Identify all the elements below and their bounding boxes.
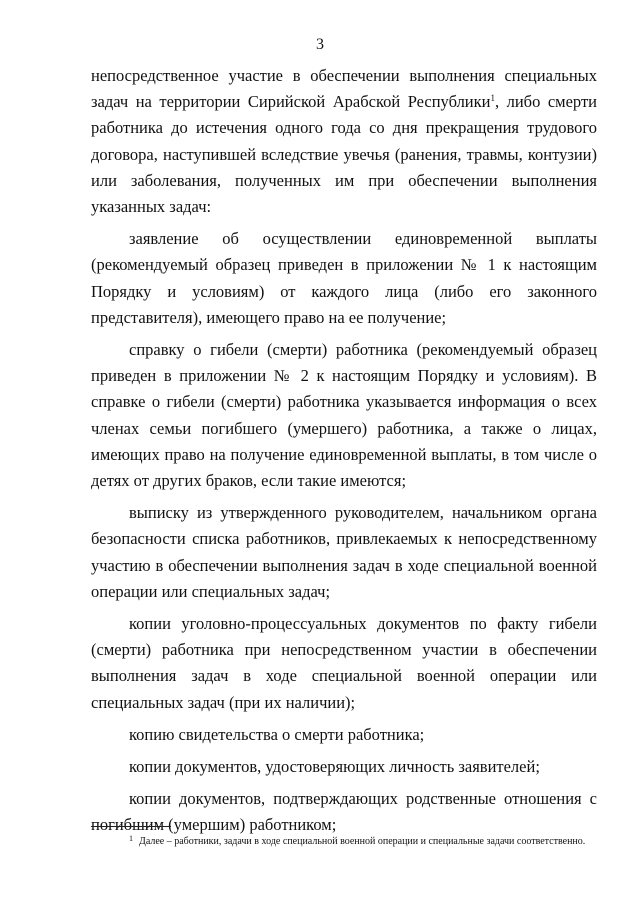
document-body xyxy=(91,63,597,839)
footnote xyxy=(91,832,597,849)
list-item-identity-documents: копии документов, удостоверяющих личность заявителей; xyxy=(129,757,540,777)
paragraph-text: непосредственное участие в обеспечении выполнения специальных задач на территории Сирийской Арабской Республики xyxy=(91,66,597,112)
list-item-death-certificate-copy: копию свидетельства о смерти работника; xyxy=(129,724,425,744)
list-item-application: заявление об осуществлении единовременной выплаты (рекомендуемый образец приведен в приложении № 1 к настоящим Порядку и условиям) от каждого лица (либо его законного представителя), имеющего право на ее получение; xyxy=(91,229,597,327)
page-number: 3 xyxy=(316,36,324,53)
footnote-reference: 1 xyxy=(490,93,495,104)
list-item-criminal-procedure-copies: копии уголовно-процессуальных документов по факту гибели (смерти) работника при непосредственном участии в обеспечении выполнения задач в ходе специальной военной операции или специальных задач (при их наличии); xyxy=(91,614,597,712)
footnote-text: Далее – работники, задачи в ходе специальной военной операции и специальные задачи соответственно. xyxy=(139,836,586,847)
list-item-death-certificate-of-reference: справку о гибели (смерти) работника (рекомендуемый образец приведен в приложении № 2 к настоящим Порядку и условиям). В справке о гибели (смерти) работника указывается информация о всех членах семьи погибшего (умершего) работника, а также о лицах, имеющих право на получение единовременной выплаты, в том числе о детях от других браков, если такие имеются; xyxy=(91,340,597,491)
list-item-extract-from-list: выписку из утвержденного руководителем, начальником органа безопасности списка работников, привлекаемых к непосредственному участию в обеспечении выполнения задач в ходе специальной военной операции или специальных задач; xyxy=(91,503,597,601)
footnote-marker: 1 xyxy=(129,834,133,843)
paragraph-continuation xyxy=(91,63,597,220)
paragraph-text-tail: , либо смерти работника до истечения одного года со дня прекращения трудового договора, наступившей вследствие увечья (ранения, травмы, контузии) или заболевания, полученных им при обеспечении выполнения указанных задач: xyxy=(91,92,597,217)
list-item-kinship-documents: копии документов, подтверждающих родственные отношения с погибшим (умершим) работником; xyxy=(91,789,597,835)
footnote-divider xyxy=(91,826,171,827)
